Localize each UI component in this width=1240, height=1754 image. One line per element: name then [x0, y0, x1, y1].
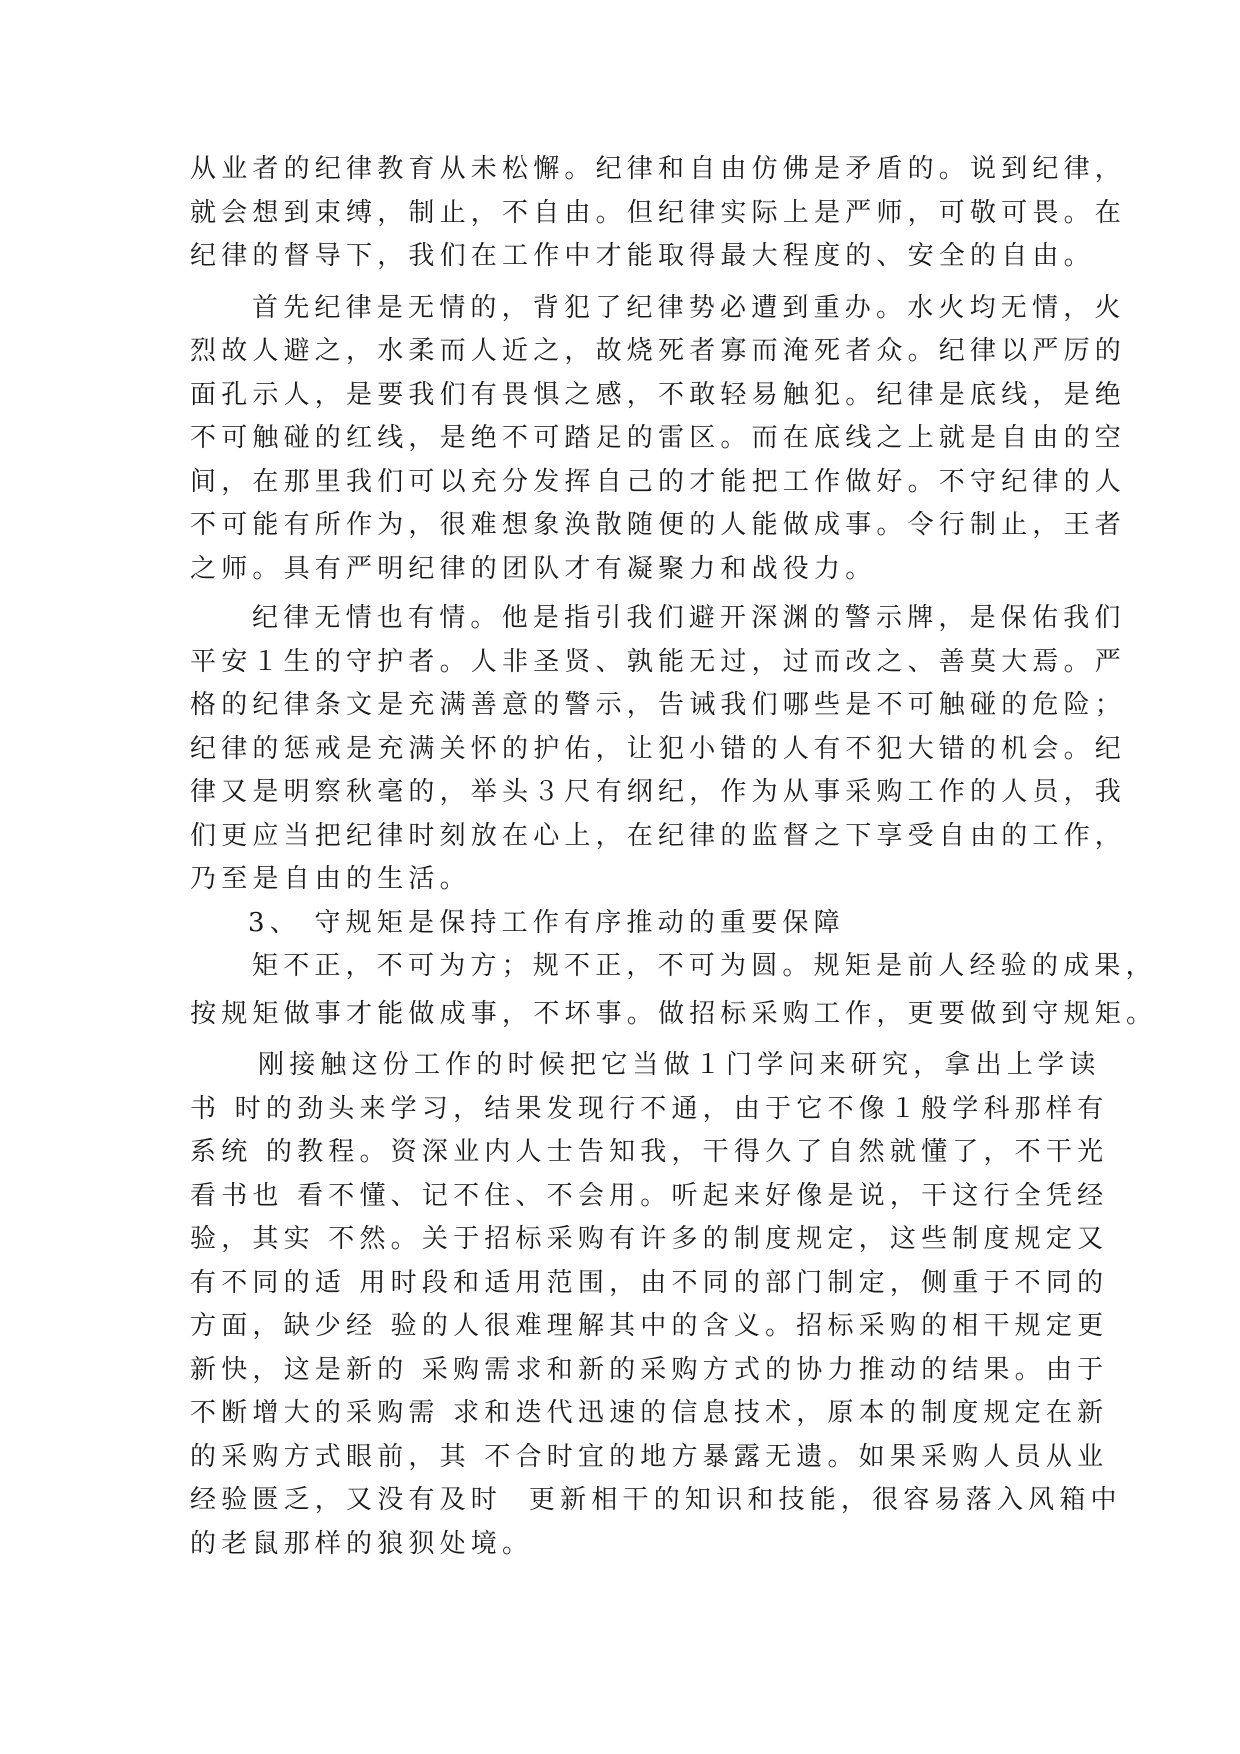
text-line: 面孔示人，是要我们有畏惧之感，不敢轻易触犯。纪律是底线，是绝: [190, 379, 1127, 410]
paragraph: [190, 597, 1126, 641]
text-line: 从业者的纪律教育从未松懈。纪律和自由仿佛是矛盾的。说到纪律，: [190, 154, 1127, 184]
text-line: 新快，这是新的 采购需求和新的采购方式的协力推动的结果。由于: [190, 1354, 1109, 1385]
text-line: 就会想到束缚，制止，不自由。但纪律实际上是严师，可敬可畏。在: [190, 197, 1127, 228]
text-line: 书 时的劲头来学习，结果发现行不通，由于它不像１般学科那样有: [190, 1093, 1109, 1124]
paragraph-continued: [190, 330, 1127, 591]
text-line: 的采购方式眼前，其 不合时宜的地方暴露无遗。如果采购人员从业: [190, 1441, 1109, 1472]
paragraph-continued: [190, 1088, 1122, 1567]
paragraph-continued: [190, 641, 1127, 902]
text-line: 不可触碰的红线，是绝不可踏足的雷区。而在底线之上就是自由的空: [190, 423, 1127, 453]
text-line: 纪律无情也有情。他是指引我们避开深渊的警示牌，是保佑我们: [252, 603, 1126, 633]
text-line: 间，在那里我们可以充分发挥自己的才能把工作做好。不守纪律的人: [190, 466, 1127, 497]
paragraph: [190, 945, 1157, 989]
text-line: 系统 的教程。资深业内人士告知我，干得久了自然就懂了，不干光: [190, 1137, 1109, 1167]
text-line: 验，其实 不然。关于招标采购有许多的制度规定，这些制度规定又: [190, 1224, 1109, 1254]
text-line: 们更应当把纪律时刻放在心上，在纪律的监督之下享受自由的工作，: [190, 820, 1127, 851]
text-line: 不断增大的采购需 求和迭代迅速的信息技术，原本的制度规定在新: [190, 1398, 1109, 1428]
paragraph-spacer: [190, 279, 1070, 287]
text-line: 律又是明察秋毫的，举头３尺有纲纪，作为从事采购工作的人员，我: [190, 777, 1127, 807]
document-body: [190, 148, 1158, 1566]
text-line: 平安１生的守护者。人非圣贤、孰能无过，过而改之、善莫大焉。严: [190, 646, 1127, 677]
paragraph-continued: [190, 993, 1158, 1037]
text-line: 的老鼠那样的狼狈处境。: [190, 1528, 534, 1559]
text-line: 格的纪律条文是充满善意的警示，告诫我们哪些是不可触碰的危险；: [190, 690, 1127, 720]
text-line: 不可能有所作为，很难想象涣散随便的人能做成事。令行制止，王者: [190, 510, 1127, 540]
text-line: 方面，缺少经 验的人很难理解其中的含义。招标采购的相干规定更: [190, 1311, 1109, 1341]
paragraph: [190, 148, 1127, 279]
text-line: 纪律的督导下，我们在工作中才能取得最大程度的、安全的自由。: [190, 241, 1095, 271]
text-line: 矩不正，不可为方；规不正，不可为圆。规矩是前人经验的成果，: [252, 951, 1157, 981]
section-heading: [190, 902, 1070, 946]
text-line: 乃至是自由的生活。: [190, 864, 471, 894]
text-line: 看书也 看不懂、记不住、不会用。听起来好像是说，干这行全凭经: [190, 1180, 1109, 1211]
paragraph-spacer: [190, 1036, 1070, 1044]
text-line: 有不同的适 用时段和适用范围，由不同的部门制定，侧重于不同的: [190, 1267, 1109, 1298]
heading-line: 3、 守规矩是保持工作有序推动的重要保障: [248, 907, 845, 938]
text-line: 首先纪律是无情的，背犯了纪律势必遭到重办。水火均无情，火: [252, 292, 1126, 323]
paragraph: [190, 1044, 1101, 1088]
text-line: 经验匮乏，又没有及时 更新相干的知识和技能，很容易落入风箱中: [190, 1485, 1122, 1515]
text-line: 烈故人避之，水柔而人近之，故烧死者寡而淹死者众。纪律以严厉的: [190, 336, 1127, 366]
text-line: 刚接触这份工作的时候把它当做１门学问来研究，拿出上学读: [258, 1050, 1101, 1080]
paragraph: [190, 287, 1126, 331]
text-line: 纪律的惩戒是充满关怀的护佑，让犯小错的人有不犯大错的机会。纪: [190, 733, 1127, 764]
text-line: 之师。具有严明纪律的团队才有凝聚力和战役力。: [190, 553, 877, 584]
text-line: 按规矩做事才能做成事，不坏事。做招标采购工作，更要做到守规矩。: [190, 998, 1158, 1029]
